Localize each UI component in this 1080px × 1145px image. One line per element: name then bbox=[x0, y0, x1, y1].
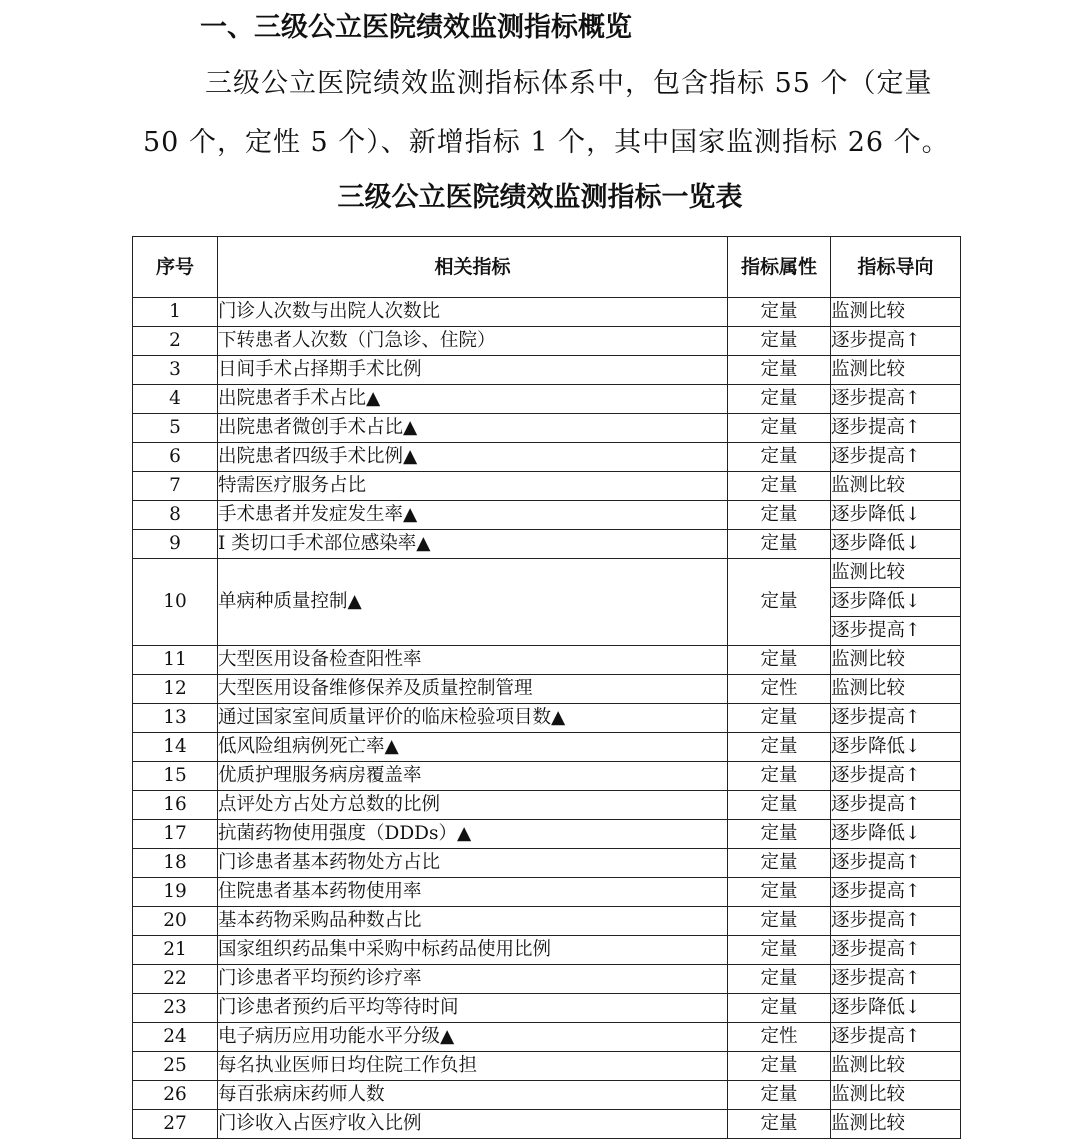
cell-direction: 监测比较 bbox=[831, 472, 961, 501]
cell-attr: 定量 bbox=[728, 1052, 831, 1081]
cell-attr: 定量 bbox=[728, 704, 831, 733]
cell-name: 电子病历应用功能水平分级▲ bbox=[218, 1023, 728, 1052]
cell-attr: 定性 bbox=[728, 675, 831, 704]
cell-direction: 监测比较 bbox=[831, 675, 961, 704]
cell-attr: 定量 bbox=[728, 385, 831, 414]
cell-seq: 6 bbox=[133, 443, 218, 472]
header-seq: 序号 bbox=[133, 237, 218, 298]
cell-name: 手术患者并发症发生率▲ bbox=[218, 501, 728, 530]
cell-attr: 定量 bbox=[728, 878, 831, 907]
cell-seq: 23 bbox=[133, 994, 218, 1023]
cell-name: 门诊收入占医疗收入比例 bbox=[218, 1110, 728, 1139]
header-name: 相关指标 bbox=[218, 237, 728, 298]
cell-name: 下转患者人次数（门急诊、住院） bbox=[218, 327, 728, 356]
cell-seq: 10 bbox=[133, 559, 218, 646]
cell-name: 出院患者四级手术比例▲ bbox=[218, 443, 728, 472]
cell-seq: 12 bbox=[133, 675, 218, 704]
cell-direction: 监测比较 bbox=[831, 298, 961, 327]
table-header-row bbox=[133, 237, 961, 298]
table-row bbox=[133, 994, 961, 1023]
table-row bbox=[133, 965, 961, 994]
cell-seq: 14 bbox=[133, 733, 218, 762]
cell-attr: 定量 bbox=[728, 936, 831, 965]
cell-seq: 3 bbox=[133, 356, 218, 385]
table-row bbox=[133, 559, 961, 588]
indicator-table bbox=[132, 236, 961, 1139]
cell-attr: 定性 bbox=[728, 1023, 831, 1052]
table-row bbox=[133, 907, 961, 936]
cell-seq: 27 bbox=[133, 1110, 218, 1139]
cell-direction: 逐步降低↓ bbox=[831, 501, 961, 530]
cell-name: 门诊患者预约后平均等待时间 bbox=[218, 994, 728, 1023]
cell-attr: 定量 bbox=[728, 1110, 831, 1139]
cell-seq: 19 bbox=[133, 878, 218, 907]
cell-direction: 逐步提高↑ bbox=[831, 1023, 961, 1052]
cell-attr: 定量 bbox=[728, 849, 831, 878]
cell-attr: 定量 bbox=[728, 646, 831, 675]
cell-name: 门诊患者平均预约诊疗率 bbox=[218, 965, 728, 994]
table-body-row10 bbox=[133, 559, 961, 646]
cell-attr: 定量 bbox=[728, 530, 831, 559]
cell-seq: 21 bbox=[133, 936, 218, 965]
cell-name: I 类切口手术部位感染率▲ bbox=[218, 530, 728, 559]
section-heading: 一、三级公立医院绩效监测指标概览 bbox=[200, 12, 632, 43]
cell-attr: 定量 bbox=[728, 994, 831, 1023]
cell-name: 通过国家室间质量评价的临床检验项目数▲ bbox=[218, 704, 728, 733]
table-row bbox=[133, 501, 961, 530]
cell-name: 住院患者基本药物使用率 bbox=[218, 878, 728, 907]
cell-seq: 15 bbox=[133, 762, 218, 791]
cell-direction: 监测比较 bbox=[831, 559, 961, 588]
cell-direction: 逐步提高↑ bbox=[831, 327, 961, 356]
table-row bbox=[133, 1023, 961, 1052]
cell-name: 出院患者手术占比▲ bbox=[218, 385, 728, 414]
table-row bbox=[133, 298, 961, 327]
table-row bbox=[133, 849, 961, 878]
cell-direction: 逐步提高↑ bbox=[831, 617, 961, 646]
cell-direction: 逐步提高↑ bbox=[831, 385, 961, 414]
cell-direction: 逐步提高↑ bbox=[831, 878, 961, 907]
cell-direction: 逐步提高↑ bbox=[831, 443, 961, 472]
cell-seq: 26 bbox=[133, 1081, 218, 1110]
cell-direction: 逐步降低↓ bbox=[831, 820, 961, 849]
table-body-b bbox=[133, 646, 961, 1139]
cell-direction: 逐步降低↓ bbox=[831, 994, 961, 1023]
cell-name: 低风险组病例死亡率▲ bbox=[218, 733, 728, 762]
cell-name: 出院患者微创手术占比▲ bbox=[218, 414, 728, 443]
table-body-a bbox=[133, 298, 961, 559]
cell-name: 大型医用设备维修保养及质量控制管理 bbox=[218, 675, 728, 704]
table-row bbox=[133, 443, 961, 472]
cell-attr: 定量 bbox=[728, 443, 831, 472]
table-row bbox=[133, 1110, 961, 1139]
cell-name: 门诊人次数与出院人次数比 bbox=[218, 298, 728, 327]
cell-attr: 定量 bbox=[728, 965, 831, 994]
cell-name: 国家组织药品集中采购中标药品使用比例 bbox=[218, 936, 728, 965]
cell-seq: 25 bbox=[133, 1052, 218, 1081]
cell-seq: 9 bbox=[133, 530, 218, 559]
table-row bbox=[133, 472, 961, 501]
cell-direction: 监测比较 bbox=[831, 1081, 961, 1110]
cell-attr: 定量 bbox=[728, 414, 831, 443]
cell-name: 优质护理服务病房覆盖率 bbox=[218, 762, 728, 791]
cell-direction: 逐步提高↑ bbox=[831, 849, 961, 878]
cell-direction: 逐步提高↑ bbox=[831, 936, 961, 965]
cell-direction: 逐步降低↓ bbox=[831, 588, 961, 617]
table-row bbox=[133, 385, 961, 414]
table-row bbox=[133, 762, 961, 791]
cell-direction: 逐步提高↑ bbox=[831, 791, 961, 820]
cell-direction: 监测比较 bbox=[831, 1110, 961, 1139]
cell-direction: 逐步提高↑ bbox=[831, 704, 961, 733]
header-attr: 指标属性 bbox=[728, 237, 831, 298]
cell-name: 门诊患者基本药物处方占比 bbox=[218, 849, 728, 878]
cell-seq: 17 bbox=[133, 820, 218, 849]
cell-name: 每百张病床药师人数 bbox=[218, 1081, 728, 1110]
cell-seq: 7 bbox=[133, 472, 218, 501]
cell-name: 日间手术占择期手术比例 bbox=[218, 356, 728, 385]
cell-seq: 4 bbox=[133, 385, 218, 414]
table-row bbox=[133, 820, 961, 849]
table-row bbox=[133, 1081, 961, 1110]
cell-name: 点评处方占处方总数的比例 bbox=[218, 791, 728, 820]
table-row bbox=[133, 530, 961, 559]
cell-attr: 定量 bbox=[728, 298, 831, 327]
cell-seq: 16 bbox=[133, 791, 218, 820]
cell-seq: 5 bbox=[133, 414, 218, 443]
cell-attr: 定量 bbox=[728, 327, 831, 356]
cell-name: 抗菌药物使用强度（DDDs）▲ bbox=[218, 820, 728, 849]
cell-direction: 逐步提高↑ bbox=[831, 762, 961, 791]
header-direction: 指标导向 bbox=[831, 237, 961, 298]
cell-direction: 监测比较 bbox=[831, 646, 961, 675]
table-row bbox=[133, 414, 961, 443]
cell-attr: 定量 bbox=[728, 559, 831, 646]
table-row bbox=[133, 936, 961, 965]
cell-direction: 逐步降低↓ bbox=[831, 733, 961, 762]
cell-direction: 逐步降低↓ bbox=[831, 530, 961, 559]
cell-seq: 20 bbox=[133, 907, 218, 936]
table-row bbox=[133, 1052, 961, 1081]
cell-seq: 24 bbox=[133, 1023, 218, 1052]
cell-seq: 11 bbox=[133, 646, 218, 675]
cell-attr: 定量 bbox=[728, 472, 831, 501]
table-row bbox=[133, 646, 961, 675]
cell-name: 每名执业医师日均住院工作负担 bbox=[218, 1052, 728, 1081]
cell-seq: 18 bbox=[133, 849, 218, 878]
table-row bbox=[133, 704, 961, 733]
cell-direction: 逐步提高↑ bbox=[831, 965, 961, 994]
cell-name: 大型医用设备检查阳性率 bbox=[218, 646, 728, 675]
cell-direction: 逐步提高↑ bbox=[831, 414, 961, 443]
table-title: 三级公立医院绩效监测指标一览表 bbox=[337, 182, 743, 213]
table-row bbox=[133, 675, 961, 704]
cell-attr: 定量 bbox=[728, 356, 831, 385]
cell-seq: 8 bbox=[133, 501, 218, 530]
table-row bbox=[133, 733, 961, 762]
cell-seq: 1 bbox=[133, 298, 218, 327]
cell-direction: 监测比较 bbox=[831, 1052, 961, 1081]
cell-seq: 22 bbox=[133, 965, 218, 994]
cell-name: 单病种质量控制▲ bbox=[218, 559, 728, 646]
cell-direction: 监测比较 bbox=[831, 356, 961, 385]
cell-attr: 定量 bbox=[728, 907, 831, 936]
cell-attr: 定量 bbox=[728, 501, 831, 530]
cell-direction: 逐步提高↑ bbox=[831, 907, 961, 936]
intro-line-1: 三级公立医院绩效监测指标体系中，包含指标 55 个（定量 bbox=[205, 68, 933, 99]
cell-attr: 定量 bbox=[728, 762, 831, 791]
cell-seq: 2 bbox=[133, 327, 218, 356]
intro-line-2: 50 个，定性 5 个）、新增指标 1 个，其中国家监测指标 26 个。 bbox=[143, 127, 950, 158]
table-row bbox=[133, 327, 961, 356]
table-row bbox=[133, 356, 961, 385]
cell-attr: 定量 bbox=[728, 733, 831, 762]
cell-name: 基本药物采购品种数占比 bbox=[218, 907, 728, 936]
cell-attr: 定量 bbox=[728, 791, 831, 820]
cell-attr: 定量 bbox=[728, 1081, 831, 1110]
cell-attr: 定量 bbox=[728, 820, 831, 849]
table-row bbox=[133, 878, 961, 907]
table-row bbox=[133, 791, 961, 820]
cell-seq: 13 bbox=[133, 704, 218, 733]
cell-name: 特需医疗服务占比 bbox=[218, 472, 728, 501]
